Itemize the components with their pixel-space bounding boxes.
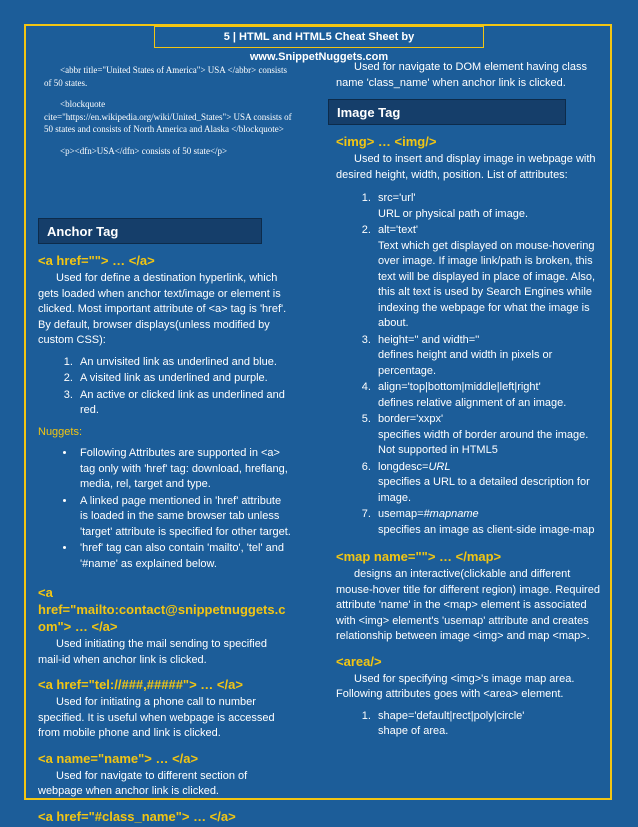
img-description: Used to insert and display image in webpage with desired height, width, position. List of attributes: (336, 153, 596, 181)
list-item: 6. longdesc=URL specifies a URL to a detailed description for image. (374, 460, 600, 507)
list-item: 5. border='xxpx' specifies width of border around the image. Not supported in HTML5 (374, 412, 600, 459)
tel-description: Used for initiating a phone call to number specified. It is useful when webpage is accessed from mobile phone and link is clicked. (38, 696, 275, 739)
img-syntax: <img> … <img/> (336, 134, 437, 149)
tel-syntax: <a href="tel://###,#####"> … </a> (38, 677, 243, 692)
list-item: • A linked page mentioned in 'href' attribute is loaded in the same browser tab unless 'target' attribute is specified for other target. (76, 494, 292, 541)
anchor-syntax: <a href=""> … </a> (38, 253, 155, 268)
code-abbr: <abbr title="United States of America"> USA </abbr> consists of 50 states. (44, 65, 287, 88)
page-header: 5 | HTML and HTML5 Cheat Sheet by www.SnippetNuggets.com (154, 26, 484, 48)
class-syntax: <a href="#class_name"> … </a> (38, 808, 236, 824)
code-dfn: <p><dfn>USA</dfn> consists of 50 state</p> (60, 145, 228, 156)
map-description: designs an interactive(clickable and different mouse-hover title for different region) image. Required attribute 'name' in the <map> element is associated with <img> element's 'usemap' attribute and creates relationship between image <img> and map <map>. (336, 568, 600, 642)
code-example-box (38, 64, 292, 157)
mailto-description: Used initiating the mail sending to specified mail-id when anchor link is clicked. (38, 638, 267, 666)
nuggets-label: Nuggets: (38, 425, 83, 438)
list-item: • Following Attributes are supported in <a> tag only with 'href' tag: download, hreflang, media, rel, target and type. (76, 446, 292, 493)
name-syntax: <a name="name"> … </a> (38, 750, 199, 766)
left-column (38, 58, 292, 827)
right-column (336, 58, 600, 746)
list-item: 2. A visited link as underlined and purple. (76, 371, 292, 387)
image-tag-heading: Image Tag (328, 99, 566, 125)
img-attr-list (336, 191, 600, 538)
list-item: 1. src='url' URL or physical path of image. (374, 191, 600, 222)
list-item: 3. height='' and width='' defines height and width in pixels or percentage. (374, 333, 600, 380)
area-attr-list (336, 709, 600, 740)
area-syntax: <area/> (336, 653, 382, 669)
area-description: Used for specifying <img>'s image map area. Following attributes goes with <area> element. (336, 672, 575, 700)
map-syntax: <map name=""> … </map> (336, 549, 502, 564)
list-item: 2. alt='text' Text which get displayed on mouse-hovering over image. If image link/path is broken, this text will be displayed in place of image. Also, this alt text is used by Search Engines while indexing the webpage for what the image is about. (374, 223, 600, 332)
list-item: 4. align='top|bottom|middle|left|right' defines relative alignment of an image. (374, 380, 600, 411)
mailto-syntax: <a href="mailto:contact@snippetnuggets.com"> … </a> (38, 585, 286, 634)
list-item: 7. usemap=#mapname specifies an image as client-side image-map (374, 507, 600, 538)
list-item: • 'href' tag can also contain 'mailto', 'tel' and '#name' as explained below. (76, 541, 292, 572)
code-blockquote: <blockquote cite="https://en.wikipedia.org/wiki/United_States"> USA consists of 50 states and consists of North America and Alaska </blockquote> (44, 99, 292, 134)
anchor-description: Used for define a destination hyperlink, which gets loaded when anchor text/image or element is clicked. Most important attribute of <a> tag is 'href'. By default, browser displays(unless modified by custom CSS): (38, 272, 287, 346)
list-item: 3. An active or clicked link as underlined and red. (76, 388, 292, 419)
class-description: Used for navigate to DOM element having class name 'class_name' when anchor link is clicked. (336, 61, 587, 89)
anchor-tag-heading: Anchor Tag (38, 218, 262, 244)
nuggets-list (38, 446, 292, 572)
name-description: Used for navigate to different section of webpage when anchor link is clicked. (38, 769, 248, 797)
anchor-list (38, 355, 292, 419)
list-item: 1. An unvisited link as underlined and blue. (76, 355, 292, 371)
list-item: 1. shape='default|rect|poly|circle' shape of area. (374, 709, 600, 740)
